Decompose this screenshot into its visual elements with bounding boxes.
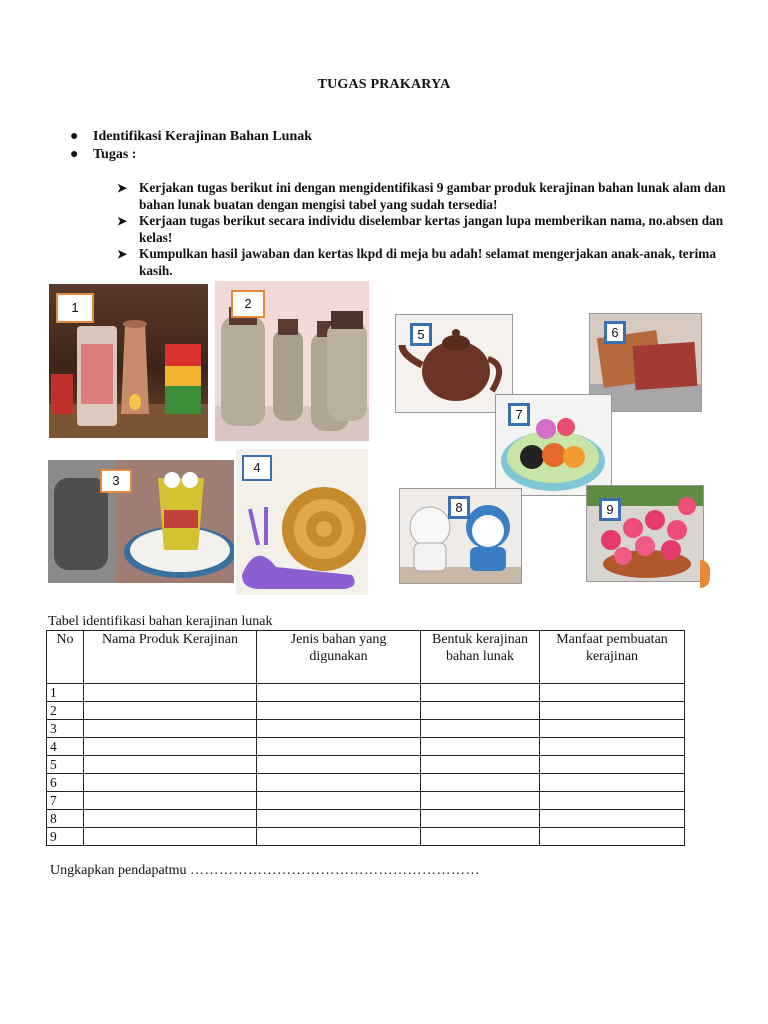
answer-cell[interactable] [540, 720, 685, 738]
bullet-item [70, 129, 312, 145]
answer-cell[interactable] [421, 792, 540, 810]
answer-cell[interactable] [540, 684, 685, 702]
answer-cell[interactable] [84, 720, 257, 738]
header-no: No [47, 631, 84, 684]
answer-cell[interactable] [257, 792, 421, 810]
row-number: 8 [47, 810, 84, 828]
instruction-text: Kerjakan tugas berikut ini dengan mengidentifikasi 9 gambar produk kerajinan bahan lunak alam dan bahan lunak buatan dengan mengisi tabel yang sudah tersedia! [139, 180, 726, 212]
photo-felt-crafts [48, 460, 234, 583]
photo-doraemon-figures [399, 488, 522, 584]
answer-cell[interactable] [84, 792, 257, 810]
answer-cell[interactable] [257, 756, 421, 774]
table-row [47, 810, 685, 828]
answer-cell[interactable] [84, 684, 257, 702]
header-jenis-bahan: Jenis bahan yang digunakan [257, 631, 421, 684]
answer-cell[interactable] [257, 810, 421, 828]
row-number: 4 [47, 738, 84, 756]
answer-cell[interactable] [540, 792, 685, 810]
answer-cell[interactable] [257, 702, 421, 720]
image-number-badge: 4 [242, 455, 272, 481]
page-title: TUGAS PRAKARYA [317, 77, 451, 92]
photo-clay-vases [215, 281, 369, 441]
answer-cell[interactable] [421, 720, 540, 738]
orange-corner-mark [700, 560, 710, 588]
answer-cell[interactable] [540, 756, 685, 774]
row-number: 7 [47, 792, 84, 810]
answer-cell[interactable] [257, 828, 421, 846]
bullet-text: Identifikasi Kerajinan Bahan Lunak [93, 129, 313, 144]
image-number-badge: 9 [599, 498, 621, 521]
bullet-item [70, 147, 136, 163]
opinion-answer-line[interactable]: …………………………………………………… [189, 863, 480, 878]
table-header-row [47, 631, 685, 684]
image-number-badge: 1 [56, 293, 94, 323]
bullet-dot-icon: ● [70, 129, 79, 144]
answer-cell[interactable] [421, 828, 540, 846]
answer-cell[interactable] [540, 702, 685, 720]
table-row [47, 702, 685, 720]
arrowhead-icon: ➤ [117, 247, 128, 261]
instruction-item [117, 213, 727, 246]
answer-cell[interactable] [421, 684, 540, 702]
image-number-badge: 2 [231, 290, 265, 318]
header-bentuk: Bentuk kerajinan bahan lunak [421, 631, 540, 684]
instruction-text: Kumpulkan hasil jawaban dan kertas lkpd di meja bu adah! selamat mengerjakan anak-anak, terima kasih. [139, 246, 717, 278]
table-caption: Tabel identifikasi bahan kerajinan lunak [48, 614, 273, 629]
table-row [47, 756, 685, 774]
answer-cell[interactable] [540, 774, 685, 792]
answer-cell[interactable] [257, 738, 421, 756]
opinion-label: Ungkapkan pendapatmu [50, 863, 187, 878]
bullet-text: Tugas : [93, 147, 137, 162]
row-number: 1 [47, 684, 84, 702]
answer-cell[interactable] [84, 738, 257, 756]
answer-cell[interactable] [84, 756, 257, 774]
row-number: 2 [47, 702, 84, 720]
answer-cell[interactable] [257, 774, 421, 792]
table-row [47, 792, 685, 810]
answer-cell[interactable] [540, 738, 685, 756]
answer-cell[interactable] [540, 810, 685, 828]
answer-cell[interactable] [84, 702, 257, 720]
image-number-badge: 8 [448, 496, 470, 519]
felt-illustration [48, 460, 234, 583]
answer-cell[interactable] [257, 684, 421, 702]
photo-candles [49, 284, 208, 438]
instruction-item [117, 246, 727, 279]
answer-cell[interactable] [421, 774, 540, 792]
image-number-badge: 3 [100, 469, 132, 493]
answer-cell[interactable] [257, 720, 421, 738]
bullet-dot-icon: ● [70, 147, 79, 162]
table-row [47, 738, 685, 756]
table-row [47, 720, 685, 738]
answer-cell[interactable] [84, 774, 257, 792]
header-nama-produk: Nama Produk Kerajinan [84, 631, 257, 684]
image-number-badge: 5 [410, 323, 432, 346]
photo-clay-snail [236, 449, 368, 595]
answer-cell[interactable] [421, 738, 540, 756]
answer-cell[interactable] [421, 702, 540, 720]
instruction-text: Kerjaan tugas berikut secara individu diselembar kertas jangan lupa memberikan nama, no.absen dan kelas! [139, 213, 724, 245]
answer-cell[interactable] [540, 828, 685, 846]
row-number: 9 [47, 828, 84, 846]
answer-cell[interactable] [84, 828, 257, 846]
instruction-list [117, 180, 727, 279]
arrowhead-icon: ➤ [117, 214, 128, 228]
image-number-badge: 7 [508, 403, 530, 426]
answer-cell[interactable] [84, 810, 257, 828]
instruction-item [117, 180, 727, 213]
arrowhead-icon: ➤ [117, 181, 128, 195]
table-row [47, 684, 685, 702]
row-number: 6 [47, 774, 84, 792]
table-row [47, 774, 685, 792]
image-number-badge: 6 [604, 321, 626, 344]
table-row [47, 828, 685, 846]
identification-table [46, 630, 685, 846]
photo-clay-roses [586, 485, 704, 582]
row-number: 5 [47, 756, 84, 774]
header-manfaat: Manfaat pembuatan kerajinan [540, 631, 685, 684]
photo-clay-figures [495, 394, 612, 496]
opinion-prompt [50, 863, 480, 879]
answer-cell[interactable] [421, 810, 540, 828]
answer-cell[interactable] [421, 756, 540, 774]
row-number: 3 [47, 720, 84, 738]
